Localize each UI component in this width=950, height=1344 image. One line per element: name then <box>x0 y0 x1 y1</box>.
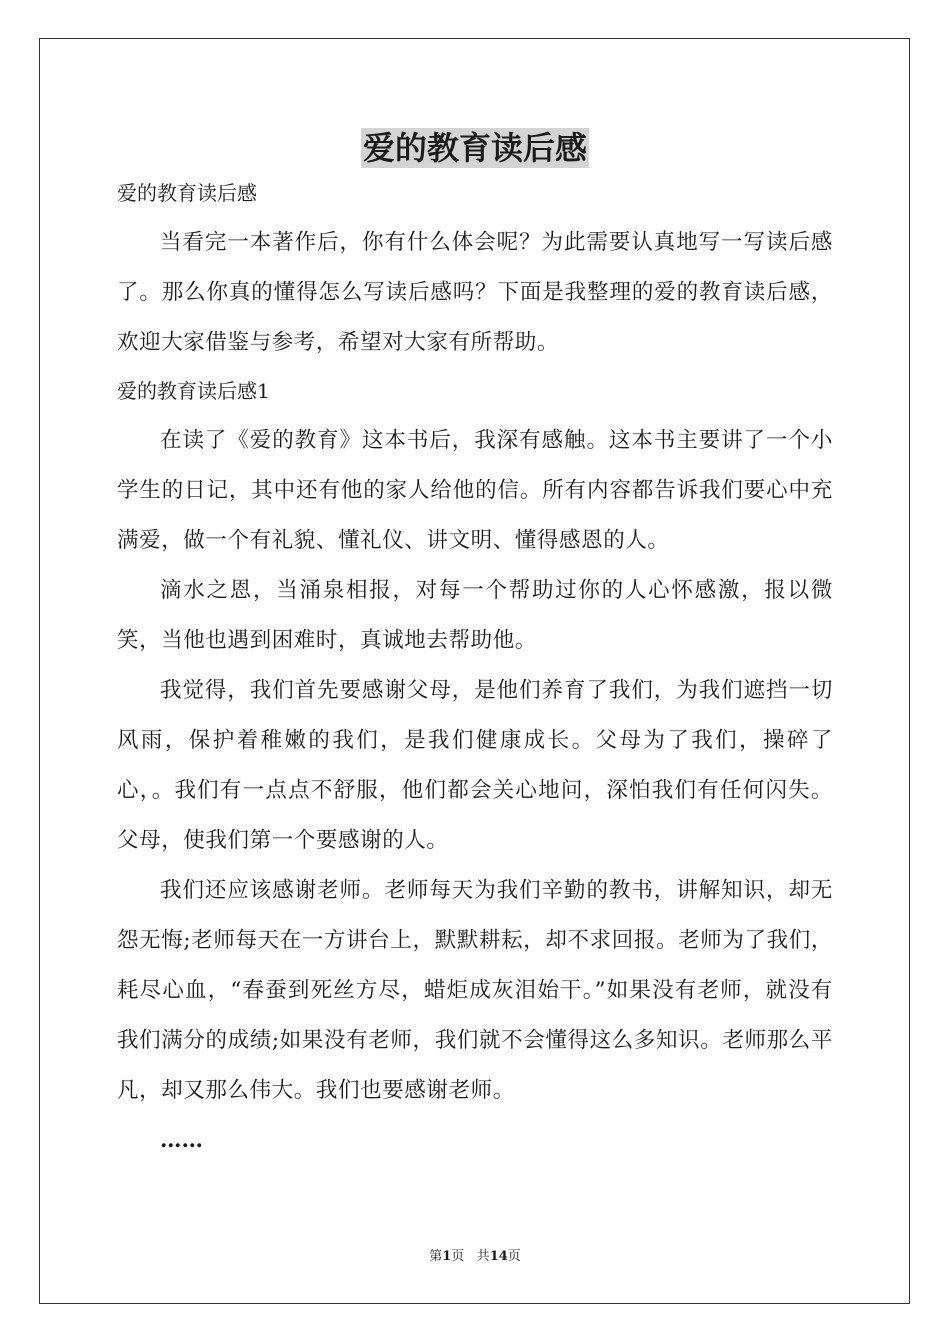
continuation-ellipsis: …… <box>160 1128 203 1153</box>
section-heading: 爱的教育读后感1 <box>117 379 270 403</box>
body-paragraph-3: 我觉得，我们首先要感谢父母，是他们养育了我们，为我们遮挡一切风雨，保护着稚嫩的我们，是我们健康成长。父母为了我们，操碎了心，。我们有一点点不舒服，他们都会关心地问，深怕我们有任何闪失。父母，使我们第一个要感谢的人。 <box>117 678 833 853</box>
page-footer <box>0 1248 950 1266</box>
document-body <box>117 128 833 1166</box>
body-paragraph-2: 滴水之恩，当涌泉相报，对每一个帮助过你的人心怀感激，报以微笑，当他也遇到困难时，真诚地去帮助他。 <box>117 578 833 653</box>
total-suffix: 页 <box>507 1249 521 1264</box>
document-title: 爱的教育读后感 <box>362 129 587 167</box>
body-paragraph-4: 我们还应该感谢老师。老师每天为我们辛勤的教书，讲解知识，却无怨无悔;老师每天在一方讲台上，默默耕耘，却不求回报。老师为了我们，耗尽心血，“春蚕到死丝方尽，蜡炬成灰泪始干。”如果没有老师，就没有我们满分的成绩;如果没有老师，我们就不会懂得这么多知识。老师那么平凡，却又那么伟大。我们也要感谢老师。 <box>117 878 833 1103</box>
page-suffix: 页 <box>451 1249 465 1264</box>
body-paragraph-1: 在读了《爱的教育》这本书后，我深有感触。这本书主要讲了一个小学生的日记，其中还有他的家人给他的信。所有内容都告诉我们要心中充满爱，做一个有礼貌、懂礼仪、讲文明、懂得感恩的人。 <box>117 428 833 553</box>
title-wrap <box>117 128 833 170</box>
total-pages-number: 14 <box>489 1249 508 1264</box>
intro-paragraph: 当看完一本著作后，你有什么体会呢？为此需要认真地写一写读后感了。那么你真的懂得怎么写读后感吗？下面是我整理的爱的教育读后感，欢迎大家借鉴与参考，希望对大家有所帮助。 <box>117 230 833 355</box>
current-page-number: 1 <box>442 1249 452 1264</box>
document-subtitle: 爱的教育读后感 <box>117 181 257 205</box>
total-prefix: 共 <box>476 1249 490 1264</box>
page-prefix: 第 <box>429 1249 443 1264</box>
